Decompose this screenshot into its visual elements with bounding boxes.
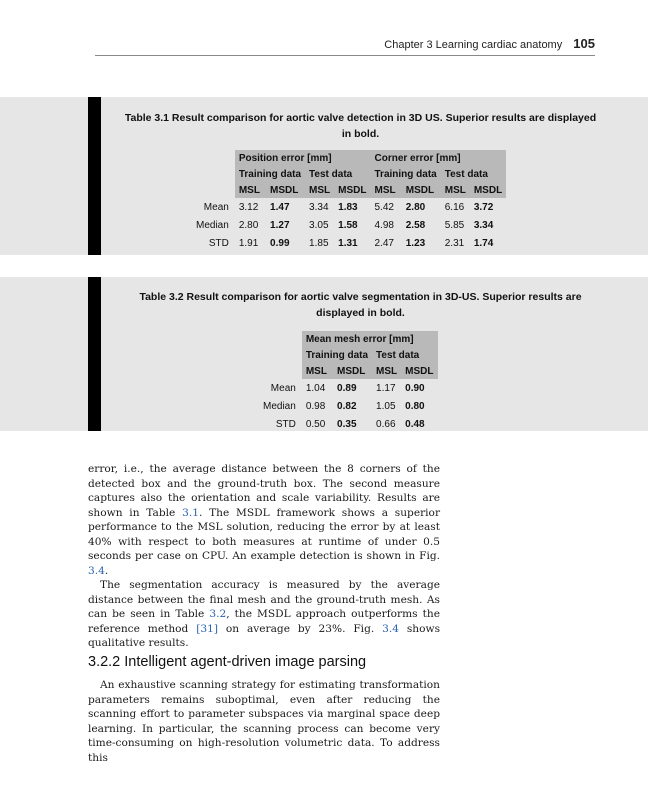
caption-line: Table 3.2 Result comparison for aortic valve segmentation in 3D-US. Superior results are [139,291,582,303]
table-3-2-caption [118,289,603,321]
group-header: Corner error [mm] [371,150,507,166]
running-header [95,36,595,56]
table-3-1-caption [118,110,603,142]
method-header: MSL [372,363,401,379]
table-reference-link[interactable]: 3.1 [182,506,199,519]
table-cell: 0.98 [305,400,326,412]
table-cell: 6.16 [444,201,465,213]
table-cell: 0.50 [305,418,326,430]
caption-line: Table 3.1 Result comparison for aortic valve detection in 3D US. Superior results are displayed [124,112,597,124]
table-cell: 1.47 [270,201,290,213]
text-run: The segmentation accuracy is measured by the average distance between the final mesh and the ground-truth mesh. As can be seen in Table [88,579,440,620]
table-cell: 3.05 [309,219,329,231]
table-cell: 3.72 [473,201,494,213]
paragraph: An exhaustive scanning strategy for estimating transformation parameters remains suboptimal, even after reducing the scanning effort to parameter subspaces via marginal space deep learning. In particular, the scanning process can become very time-consuming on high-resolution volumetric data. To address this [88,679,440,764]
method-header: MSDL [402,182,441,198]
sub-header: Training data [235,166,305,182]
table-cell: 1.04 [305,382,326,394]
table-cell: 5.85 [444,219,465,231]
body-text-upper [88,462,440,651]
table-cell: 1.23 [405,237,426,249]
paragraph [88,462,440,578]
row-label: Mean [203,201,229,213]
table-row [192,216,506,234]
sub-header: Test data [372,347,437,363]
method-header: MSL [371,182,402,198]
table-cell: 0.80 [405,400,425,412]
text-run: error, i.e., the average distance between the 8 corners of the detected box and the ground-truth box. The second measure captures also the orientation and scale variability. Results are shown in Table [88,463,440,519]
table-cell: 1.83 [338,201,358,213]
table-cell: 3.12 [238,201,259,213]
text-run: , the MSDL approach outperforms the reference method [88,608,440,635]
table-cell: 0.66 [376,418,396,430]
sub-header: Test data [305,166,370,182]
table-row [259,415,438,433]
method-header: MSDL [401,363,437,379]
table-cell: 1.91 [238,237,259,249]
caption-line: displayed in bold. [316,307,405,319]
group-header: Position error [mm] [235,150,371,166]
method-header: MSL [235,182,266,198]
table-cell: 0.82 [337,400,357,412]
text-run: . [104,564,109,577]
table-row [192,234,506,252]
method-header: MSL [302,363,333,379]
table-cell: 1.17 [376,382,396,394]
table-marker-bar [88,97,101,255]
table-cell: 0.35 [337,418,357,430]
table-cell: 3.34 [309,201,329,213]
sub-header: Test data [441,166,506,182]
table-cell: 1.58 [338,219,358,231]
row-label: Median [196,219,229,231]
caption-line: in bold. [341,128,380,140]
method-header: MSL [441,182,470,198]
table-cell: 2.58 [405,219,426,231]
row-label: Mean [270,382,296,394]
table-row [192,198,506,216]
text-run: . The MSDL framework shows a superior performance to the MSL solution, reducing the error by at least 40% with respect to both measures at runtime of under 0.5 seconds per case on CPU. An example detection is shown in Fig. [88,506,441,562]
table-cell: 1.85 [309,237,329,249]
text-run: on average by 23%. Fig. [217,622,383,635]
method-header: MSDL [334,182,370,198]
table-cell: 4.98 [374,219,394,231]
table-cell: 1.74 [473,237,494,249]
group-header: Mean mesh error [mm] [302,331,438,347]
table-3-2 [259,331,438,433]
table-cell: 2.47 [374,237,394,249]
table-cell: 0.89 [337,382,357,394]
row-label: STD [275,418,296,430]
row-label: Median [263,400,296,412]
figure-reference-link[interactable]: 3.4 [382,622,399,635]
sub-header: Training data [371,166,441,182]
sub-header: Training data [302,347,372,363]
chapter-title: Chapter 3 Learning cardiac anatomy [384,39,563,51]
table-cell: 0.48 [405,418,425,430]
table-cell: 1.05 [376,400,396,412]
paragraph [88,578,440,651]
page-number: 105 [573,36,595,51]
method-header: MSL [305,182,334,198]
table-cell: 5.42 [374,201,394,213]
method-header: MSDL [333,363,372,379]
table-cell: 3.34 [473,219,494,231]
table-cell: 2.80 [238,219,259,231]
table-marker-bar [88,277,101,431]
table-3-1 [192,150,506,252]
table-row [259,397,438,415]
table-cell: 1.27 [270,219,290,231]
method-header: MSDL [266,182,305,198]
text-run: shows qualitative results. [88,622,441,649]
table-cell: 0.90 [405,382,425,394]
table-cell: 1.31 [338,237,358,249]
table-cell: 0.99 [270,237,290,249]
section-heading: 3.2.2 Intelligent agent-driven image parsing [88,654,367,670]
table-reference-link[interactable]: 3.2 [209,608,227,620]
method-header: MSDL [470,182,506,198]
figure-reference-link[interactable]: 3.4 [88,564,105,577]
row-label: STD [208,237,229,249]
table-row [259,379,438,397]
body-text-lower [88,678,440,765]
citation-link[interactable]: [31] [196,622,218,635]
table-cell: 2.31 [444,237,465,249]
table-cell: 2.80 [405,201,426,213]
